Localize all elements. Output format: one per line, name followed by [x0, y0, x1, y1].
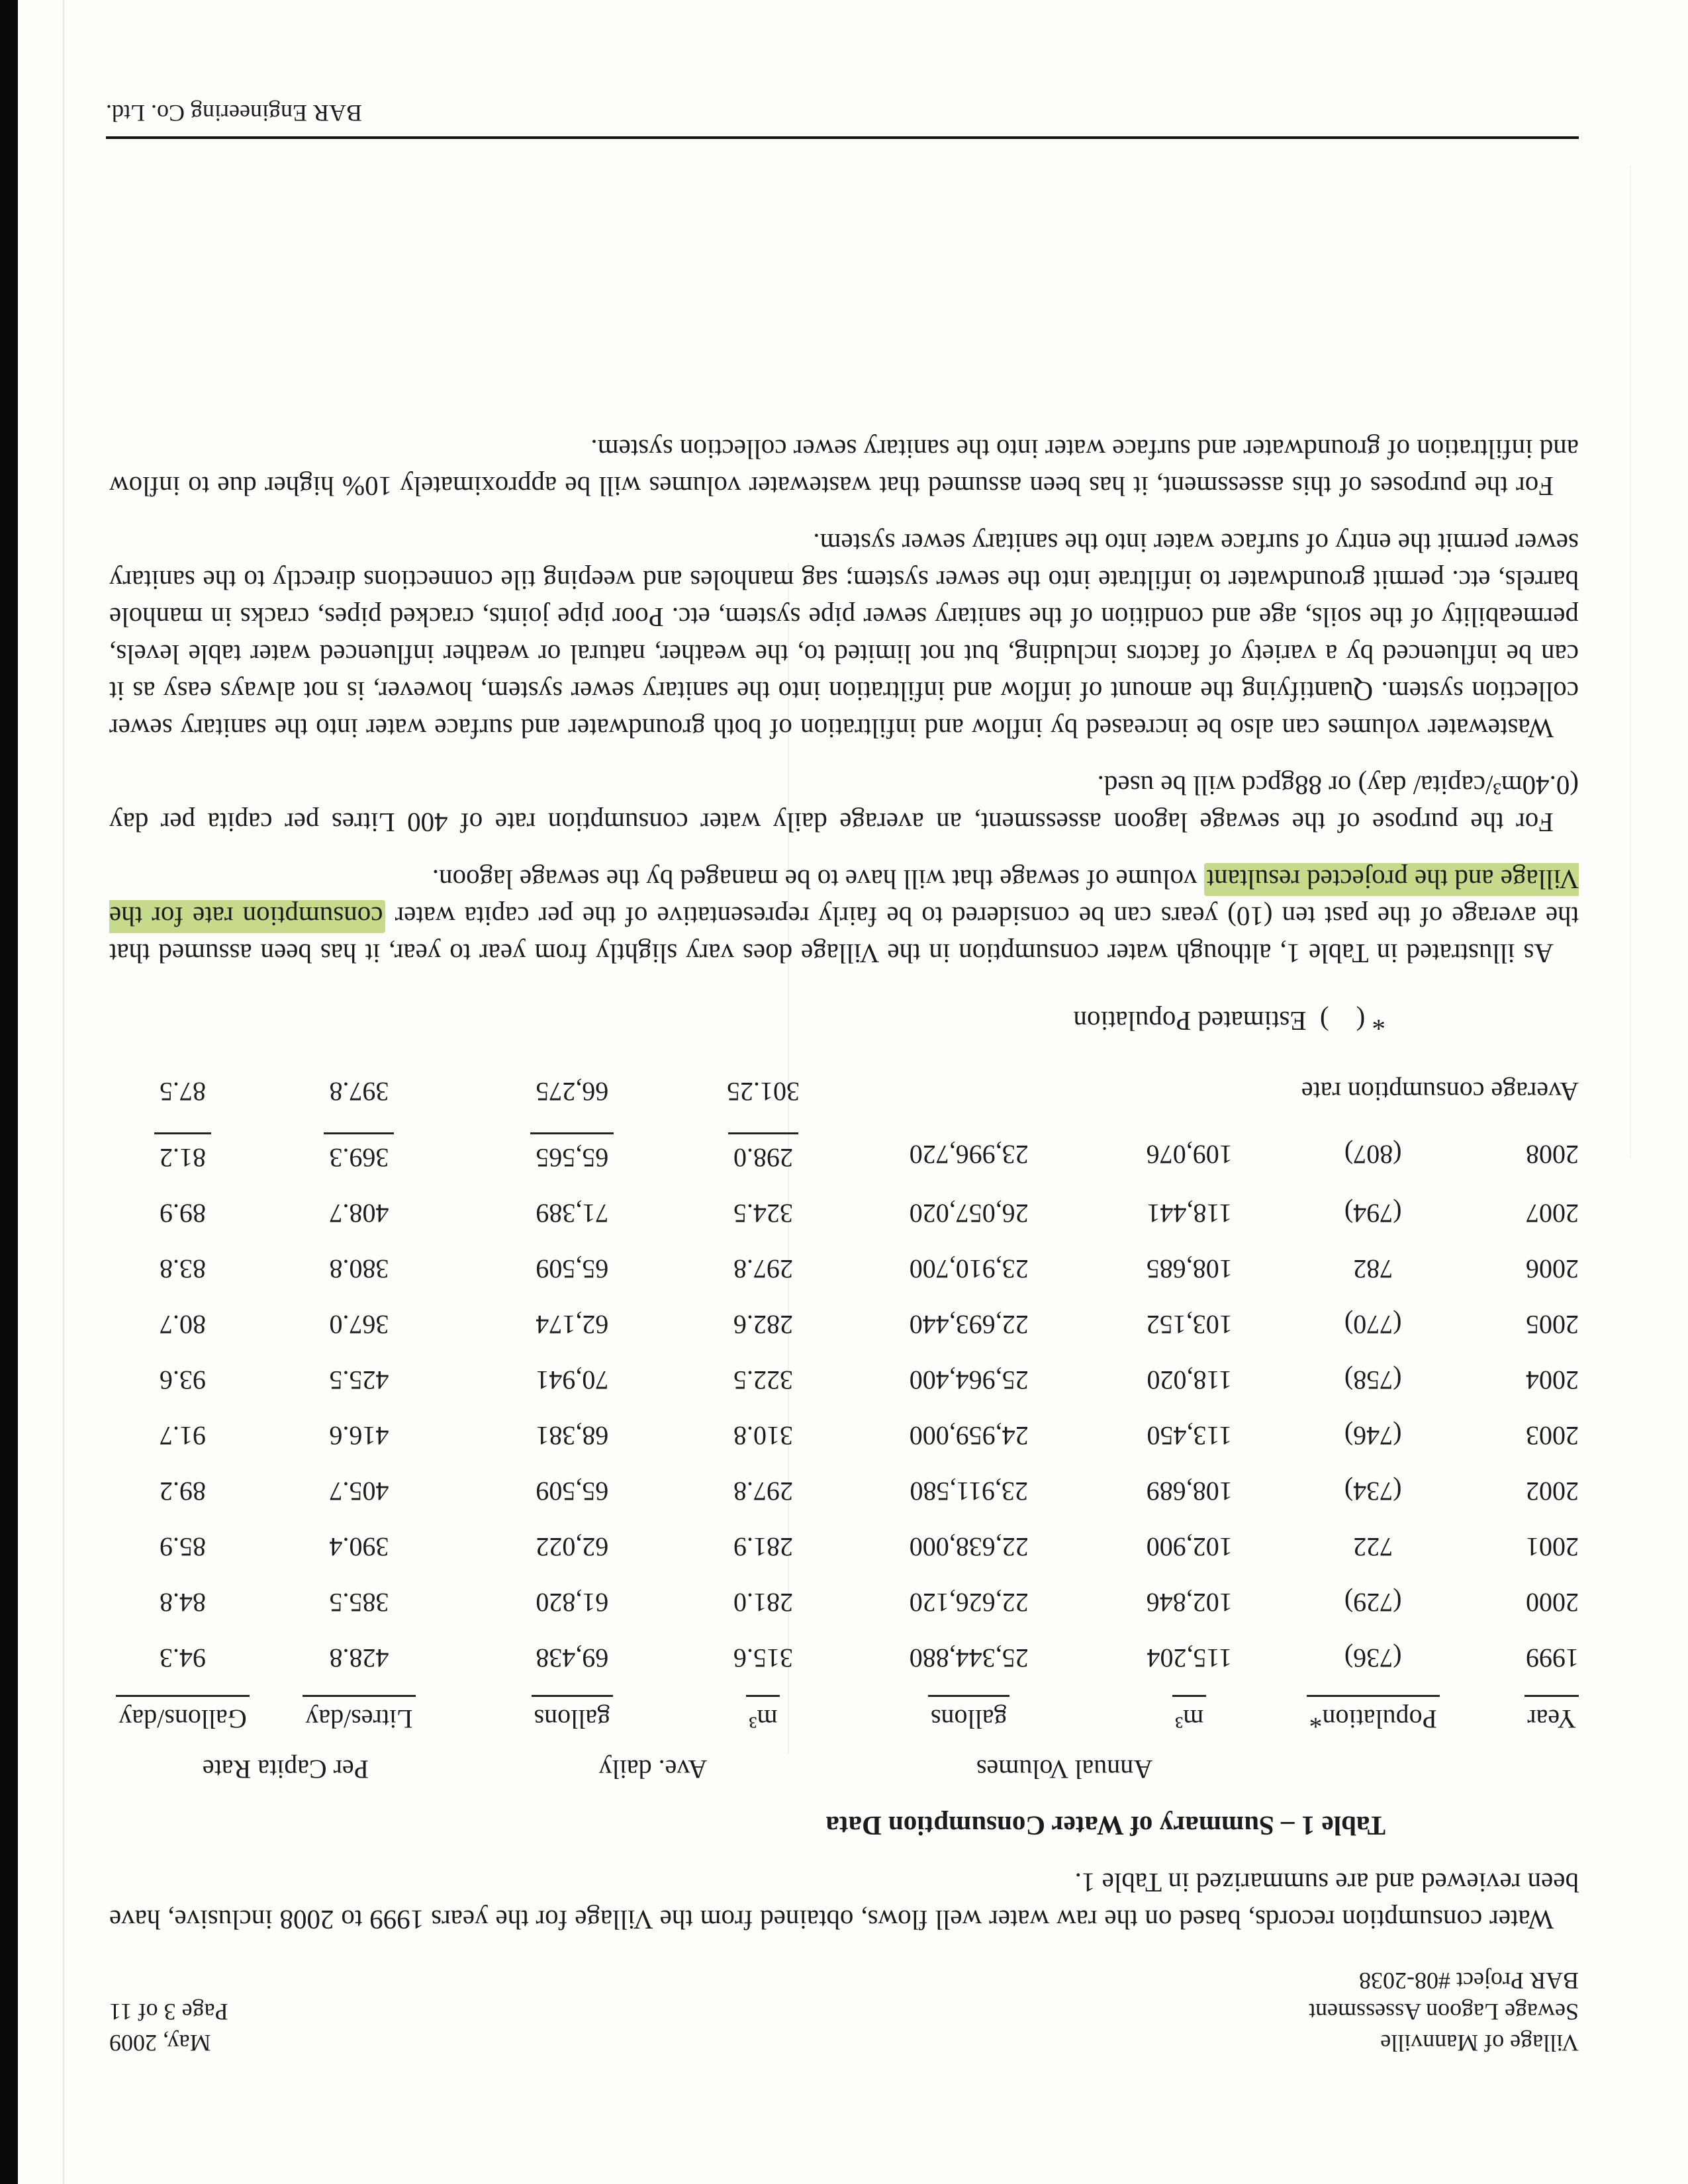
table-column-header-row: [109, 1686, 1579, 1741]
column-header-label: gallons: [928, 1695, 1010, 1737]
table-cell: 297.8: [733, 1254, 793, 1284]
table-cell: 281.0: [733, 1588, 793, 1617]
table-cell: 297.8: [733, 1477, 793, 1506]
header-org-name: Village of Mannville: [1380, 2030, 1579, 2056]
table-cell: (770): [1344, 1310, 1402, 1340]
footer-rule: [106, 136, 1579, 139]
average-row: [109, 1064, 1579, 1123]
scan-crease-line: [1630, 165, 1631, 1158]
header-date: May, 2009: [109, 2030, 211, 2056]
table-cell: (807): [1344, 1140, 1402, 1169]
table-row: [109, 1519, 1579, 1574]
table-footnote: * ( ) Estimated Population: [1073, 1006, 1385, 1036]
table-cell: [462, 1123, 682, 1185]
column-header-gallons-per-day: [109, 1686, 256, 1741]
table-cell: 282.6: [733, 1310, 793, 1340]
footer-company-name: BAR Engineering Co. Ltd.: [106, 100, 362, 126]
table-cell: 103,152: [1146, 1310, 1233, 1340]
group-header-spacer: [1285, 1741, 1461, 1792]
table-cell: 2008: [1526, 1140, 1579, 1169]
column-header-annual-m3: [1094, 1686, 1285, 1741]
consumption-rate-paragraph: For the purpose of the sewage lagoon assessment, an average daily water consumption rate of 400 Litres per capita per day (0.40m³/capita/ day) or 88gpcd will be used.: [109, 770, 1579, 838]
table-cell: 89.2: [160, 1477, 207, 1506]
column-header-population: [1285, 1686, 1461, 1741]
table-cell: 416.6: [329, 1421, 389, 1451]
table-cell: 24,959,000: [909, 1421, 1029, 1451]
column-header-year: [1461, 1686, 1579, 1741]
table-cell: 2007: [1526, 1199, 1579, 1228]
table-cell: 71,389: [536, 1199, 609, 1228]
document-header: [109, 1965, 1579, 2058]
table-cell: 62,174: [536, 1310, 609, 1340]
table-group-header-row: [109, 1741, 1579, 1792]
average-gallons-per-day: 87.5: [160, 1077, 207, 1107]
table-cell-value: 298.0: [728, 1132, 798, 1176]
table-cell: 83.8: [160, 1254, 207, 1284]
table-cell: 722: [1353, 1532, 1393, 1562]
table-cell-value: 81.2: [154, 1132, 211, 1176]
table-cell: 2001: [1526, 1532, 1579, 1562]
column-header-label: Year: [1524, 1695, 1579, 1737]
group-header-spacer: [1461, 1741, 1579, 1792]
table-cell: 390.4: [329, 1532, 389, 1562]
table-cell: 782: [1353, 1254, 1393, 1284]
scan-crease-line: [63, 0, 64, 2184]
table-row: [109, 1241, 1579, 1297]
table-row: [109, 1352, 1579, 1408]
header-left-block: [1309, 1965, 1579, 2058]
intro-paragraph: Water consumption records, based on the raw water well flows, obtained from the Village for the years 1999 to 2008 inclusive, have been reviewed and are summarized in Table 1.: [109, 1868, 1579, 1935]
header-right-block: [109, 1965, 228, 2058]
table-cell: 68,381: [536, 1421, 609, 1451]
water-consumption-table: [109, 1064, 1579, 1792]
table-cell: 23,911,580: [910, 1477, 1028, 1506]
table-row: [109, 1408, 1579, 1463]
table-row: [109, 1463, 1579, 1519]
table-cell: 25,344,880: [909, 1643, 1029, 1673]
table-cell: 1999: [1526, 1643, 1579, 1673]
table-cell: 26,057,020: [909, 1199, 1029, 1228]
table-cell: 102,900: [1146, 1532, 1233, 1562]
column-header-label: m³: [746, 1695, 780, 1737]
column-header-daily-m3: [682, 1686, 844, 1741]
column-header-annual-gallons: [844, 1686, 1094, 1741]
table-cell: 2002: [1526, 1477, 1579, 1506]
table-cell: 281.9: [733, 1532, 793, 1562]
scan-crease-line: [788, 563, 789, 1754]
table-cell: 22,626,120: [909, 1588, 1029, 1617]
table-cell: 2006: [1526, 1254, 1579, 1284]
scan-edge-artifact: [0, 0, 18, 2184]
header-project-number: BAR Project #08-2038: [1359, 1968, 1579, 1994]
table-cell: 23,996,720: [909, 1140, 1029, 1169]
infiltration-paragraph: Wastewater volumes can also be increased by inflow and infiltration of both groundwater and surface water into the sanitary sewer collection system. Quantifying the amount of inflow and infiltration into the sanitary sewer system, however, is not always easy as it can be influenced by a variety of factors including, but not limited to, the weather, natural or weather influenced water table levels, permeability of the soils, age and condition of the sanitary sewer pipe system, etc. Poor pipe joints, cracked pipes, cracks in manhole barrels, etc. permit groundwater to infiltrate into the sewer system; sag manholes and weeping tile connections directly to the sanitary sewer permit the entry of surface water into the sanitary sewer system.: [109, 528, 1579, 744]
average-litres-per-day: 397.8: [329, 1077, 389, 1107]
table-cell: 22,638,000: [909, 1532, 1029, 1562]
table-cell: 65,509: [536, 1477, 609, 1506]
table-cell: 65,509: [536, 1254, 609, 1284]
table-cell: 2000: [1526, 1588, 1579, 1617]
paragraph-text: volume of sewage that will have to be managed by the sewage lagoon.: [432, 864, 1204, 895]
document-footer: [106, 98, 1579, 139]
table-cell: (736): [1344, 1643, 1402, 1673]
table-cell: 115,204: [1147, 1643, 1232, 1673]
assessment-assumption-paragraph: For the purposes of this assessment, it has been assumed that wastewater volumes will be approximately 10% higher due to inflow and infiltration of groundwater and surface water into the sanitary sewer collection system.: [109, 434, 1579, 502]
table-row: [109, 1297, 1579, 1352]
table-cell: 94.3: [160, 1643, 207, 1673]
table-cell: 118,441: [1147, 1199, 1232, 1228]
table-cell: (794): [1344, 1199, 1402, 1228]
table-row: [109, 1123, 1579, 1185]
paragraph-text: As illustrated in Table 1, although water consumption in the Village does vary slightly from year to year, it has been assumed that the average of the past ten (10) years can be considered to be fairly representative of the per capita water: [109, 901, 1579, 969]
average-row-label: Average consumption rate: [1301, 1077, 1579, 1107]
table-cell: 425.5: [329, 1365, 389, 1395]
average-daily-m3: 301.25: [726, 1077, 800, 1107]
table-cell: 102,846: [1146, 1588, 1233, 1617]
highlighted-text: consumption rate for the Village and the projected resultant: [109, 864, 1579, 932]
table-cell: 2003: [1526, 1421, 1579, 1451]
table-cell: 310.8: [733, 1421, 793, 1451]
table-cell: 405.7: [329, 1477, 389, 1506]
table-cell-value: 369.3: [324, 1132, 394, 1176]
table-cell: 322.5: [733, 1365, 793, 1395]
column-header-label: gallons: [532, 1695, 614, 1737]
average-daily-gallons: 66,275: [536, 1077, 609, 1107]
table-cell: 408.7: [329, 1199, 389, 1228]
table-cell: 69,438: [536, 1643, 609, 1673]
header-project-title: Sewage Lagoon Assessment: [1309, 1999, 1579, 2025]
table-cell: 84.8: [160, 1588, 207, 1617]
table-cell: 108,685: [1146, 1254, 1233, 1284]
table-cell: 2005: [1526, 1310, 1579, 1340]
table-cell: 2004: [1526, 1365, 1579, 1395]
group-header-annual-volumes: Annual Volumes: [976, 1754, 1153, 1784]
table-row: [109, 1574, 1579, 1630]
table-cell: 109,076: [1146, 1140, 1233, 1169]
table-cell: 118,020: [1147, 1365, 1232, 1395]
table-cell: 380.8: [329, 1254, 389, 1284]
table-cell: 385.5: [329, 1588, 389, 1617]
table-cell: 22,693,440: [909, 1310, 1029, 1340]
table-cell: 89.9: [160, 1199, 207, 1228]
table-cell: 80.7: [160, 1310, 207, 1340]
table-cell: 93.6: [160, 1365, 207, 1395]
table-cell: 428.8: [329, 1643, 389, 1673]
header-page-number: Page 3 of 11: [109, 1999, 228, 2025]
table-cell: 23,910,700: [909, 1254, 1029, 1284]
table-cell-value: 65,565: [530, 1132, 614, 1176]
table-cell: 85.9: [160, 1532, 207, 1562]
table-cell: 70,941: [536, 1365, 609, 1395]
table-title: Table 1 – Summary of Water Consumption Data: [825, 1811, 1385, 1841]
column-header-label: m³: [1172, 1695, 1206, 1737]
column-header-label: Population*: [1307, 1695, 1440, 1737]
table-cell: [256, 1123, 462, 1185]
table-cell: 113,450: [1147, 1421, 1232, 1451]
table-cell: 25,964,400: [909, 1365, 1029, 1395]
table-cell: (746): [1344, 1421, 1402, 1451]
analysis-paragraph: [109, 861, 1579, 972]
column-header-label: Gallons/day: [116, 1695, 249, 1737]
table-cell: 367.0: [329, 1310, 389, 1340]
table-cell: [682, 1123, 844, 1185]
table-cell: 108,689: [1146, 1477, 1233, 1506]
table-cell: 61,820: [536, 1588, 609, 1617]
table-cell: 91.7: [160, 1421, 207, 1451]
table-cell: 315.6: [733, 1643, 793, 1673]
column-header-litres-per-day: [256, 1686, 462, 1741]
table-cell: (734): [1344, 1477, 1402, 1506]
column-header-label: Litres/day: [303, 1695, 415, 1737]
column-header-daily-gallons: [462, 1686, 682, 1741]
table-row: [109, 1630, 1579, 1686]
table-body: [109, 1123, 1579, 1686]
group-header-ave-daily: Ave. daily: [598, 1754, 708, 1784]
table-cell: 62,022: [536, 1532, 609, 1562]
table-cell: (729): [1344, 1588, 1402, 1617]
table-cell: 324.5: [733, 1199, 793, 1228]
table-cell: [109, 1123, 256, 1185]
group-header-per-capita-rate: Per Capita Rate: [202, 1754, 369, 1784]
table-row: [109, 1185, 1579, 1241]
table-cell: (758): [1344, 1365, 1402, 1395]
